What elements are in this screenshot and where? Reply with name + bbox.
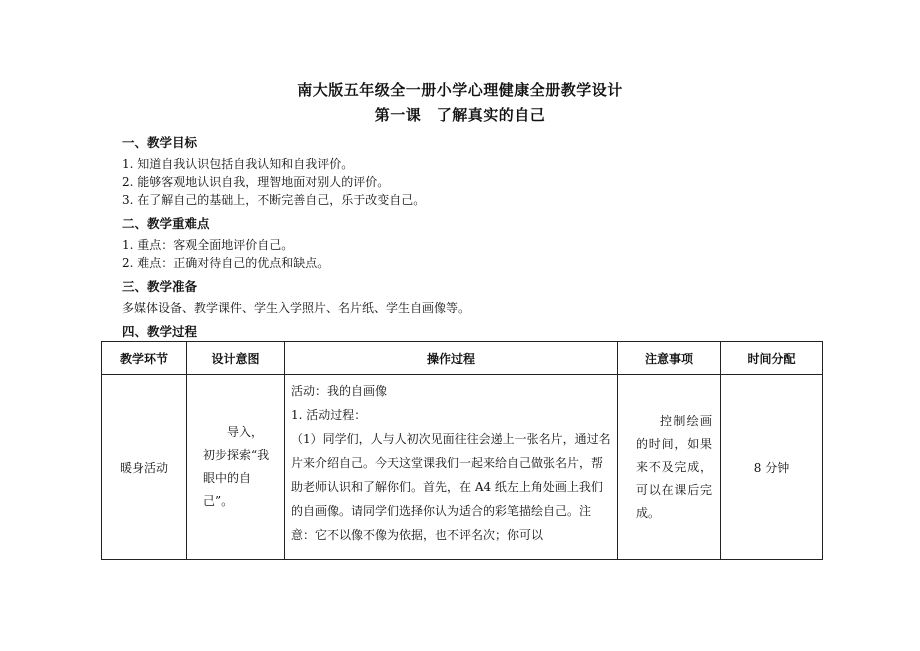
section-heading-process: 四、教学过程: [122, 324, 198, 339]
notes-text: 控制绘画的时间，如果来不及完成，可以在课后完成。: [636, 413, 712, 520]
key-point-item: 2. 难点：正确对待自己的优点和缺点。: [122, 256, 330, 270]
table-row: [102, 375, 823, 560]
preparation-text: 多媒体设备、教学课件、学生入学照片、名片纸、学生自画像等。: [122, 301, 471, 315]
time-cell: 8 分钟: [721, 375, 823, 560]
process-line: 活动：我的自画像: [291, 384, 388, 398]
process-cell: [285, 375, 618, 560]
notes-cell: [618, 375, 721, 560]
section-heading-goals: 一、教学目标: [122, 135, 198, 150]
teaching-process-table: [101, 341, 823, 560]
goal-item: 1. 知道自我认识包括自我认知和自我评价。: [122, 157, 354, 171]
document-title: 南大版五年级全一册小学心理健康全册教学设计: [297, 81, 623, 99]
lesson-title: 第一课 了解真实的自己: [374, 106, 546, 124]
section-heading-key-points: 二、教学重难点: [122, 216, 210, 231]
column-header-time: 时间分配: [721, 342, 823, 375]
column-header-notes: 注意事项: [618, 342, 721, 375]
section-heading-preparation: 三、教学准备: [122, 279, 198, 294]
column-header-intent: 设计意图: [187, 342, 285, 375]
intent-cell: [187, 375, 285, 560]
key-point-item: 1. 重点：客观全面地评价自己。: [122, 238, 294, 252]
process-paragraph: （1）同学们，人与人初次见面往往会递上一张名片，通过名片来介绍自己。今天这堂课我们一起来给自己做张名片，帮助老师认识和了解你们。首先，在 A4 纸左上角处画上我们的自画像。请同学们选择你认为适合的彩笔描绘自己。注意：它不以像不像为依据，也不评名次；你可以: [291, 432, 611, 542]
column-header-stage: 教学环节: [102, 342, 187, 375]
table-header-row: [102, 342, 823, 375]
stage-cell: 暖身活动: [102, 375, 187, 560]
column-header-process: 操作过程: [285, 342, 618, 375]
intent-text: 导入，初步探索“我眼中的自己”。: [203, 425, 270, 508]
process-line: 1. 活动过程：: [291, 408, 367, 422]
goal-item: 3. 在了解自己的基础上，不断完善自己，乐于改变自己。: [122, 193, 426, 207]
goal-item: 2. 能够客观地认识自我，理智地面对别人的评价。: [122, 175, 390, 189]
